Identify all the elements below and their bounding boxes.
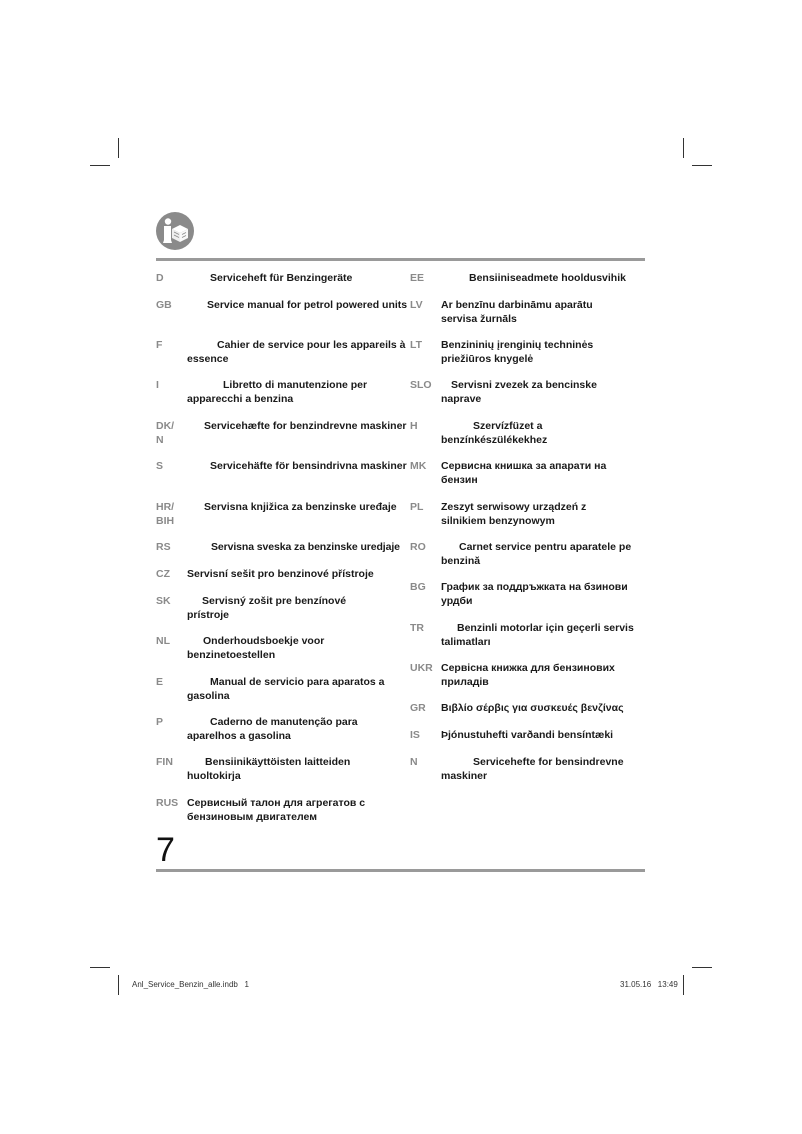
language-code: H (410, 420, 418, 432)
language-code: CZ (156, 568, 170, 580)
language-code: GR (410, 702, 426, 714)
language-title: Servicehefte for bensindrevne maskiner (441, 756, 624, 782)
language-title: Βιβλίο σέρβις για συσκευές βενζίνας (441, 702, 624, 714)
language-code: E (156, 676, 164, 688)
language-code: RUS (156, 797, 179, 809)
language-code: LT (410, 339, 423, 351)
footer-date: 31.05.16 13:49 (620, 980, 678, 989)
language-code: DK/ N (156, 420, 175, 446)
crop-mark (118, 975, 119, 995)
language-title: Zeszyt serwisowy urządzeń z silnikiem benzynowym (441, 501, 587, 527)
language-code: F (156, 339, 163, 351)
crop-mark (90, 967, 110, 968)
language-code: N (410, 756, 418, 768)
footer-file-name: Anl_Service_Benzin_alle.indb 1 (132, 980, 249, 989)
language-code: I (156, 379, 159, 391)
language-title: Servisni zvezek za bencinske naprave (441, 379, 597, 405)
language-title: Servisný zošit pre benzínové prístroje (187, 595, 347, 621)
language-code: LV (410, 299, 423, 311)
language-title: Benzinli motorlar için geçerli servis talimatları (441, 622, 634, 648)
language-code: BG (410, 581, 426, 593)
crop-mark (692, 967, 712, 968)
language-code: MK (410, 460, 427, 472)
language-code: PL (410, 501, 424, 513)
language-title: Onderhoudsboekje voor benzinetoestellen (187, 635, 325, 661)
language-code: NL (156, 635, 170, 647)
crop-mark (118, 138, 119, 158)
crop-mark (683, 975, 684, 995)
page-number: 7 (156, 831, 175, 869)
language-title: Þjónustuhefti varðandi bensíntæki (441, 729, 614, 741)
language-code: HR/ BIH (156, 501, 175, 527)
read-manual-icon (156, 212, 194, 250)
language-code: P (156, 716, 164, 728)
language-code: RS (156, 541, 171, 553)
language-title: Bensiinikäyttöisten laitteiden huoltokirja (187, 756, 351, 782)
crop-mark (683, 138, 684, 158)
crop-mark (90, 165, 110, 166)
language-title: Сервісна книжка для бензинових приладів (441, 662, 615, 688)
language-title: Bensiiniseadmete hooldusvihik (469, 272, 626, 284)
language-code: TR (410, 622, 424, 634)
language-title: Cahier de service pour les appareils à essence (187, 339, 406, 365)
language-code: SLO (410, 379, 432, 391)
language-title: Szervízfüzet a benzínkészülékekhez (441, 420, 548, 446)
language-title: Ar benzīnu darbināmu aparātu servisa žurnāls (441, 299, 593, 325)
language-title: Serviceheft für Benzingeräte (210, 272, 353, 284)
language-code: UKR (410, 662, 433, 674)
language-code: SK (156, 595, 171, 607)
language-title: Benzininių įrenginių techninės priežiūros knygelė (441, 339, 594, 365)
footer-rule (156, 869, 645, 872)
language-title: Servicehäfte för bensindrivna maskiner (210, 460, 407, 472)
language-title: Libretto di manutenzione per apparecchi a benzina (187, 379, 368, 405)
header-rule (156, 258, 645, 261)
language-title: Servicehæfte for benzindrevne maskiner (204, 420, 407, 432)
language-title: Servisna knjižica za benzinske uređaje (204, 501, 397, 513)
crop-mark (692, 165, 712, 166)
language-title: Service manual for petrol powered units (207, 299, 408, 311)
language-title: Caderno de manutenção para aparelhos a gasolina (187, 716, 358, 742)
language-code: FIN (156, 756, 173, 768)
language-title: Servisní sešit pro benzinové přístroje (187, 568, 374, 580)
language-code: D (156, 272, 164, 284)
language-title: Carnet service pentru aparatele pe benzină (441, 541, 632, 567)
language-code: IS (410, 729, 420, 741)
language-title: Servisna sveska za benzinske uredjaje (211, 541, 400, 553)
language-code: EE (410, 272, 425, 284)
language-code: S (156, 460, 164, 472)
language-code: RO (410, 541, 426, 553)
language-code: GB (156, 299, 172, 311)
language-title: Сервисный талон для агрегатов с бензиновым двигателем (187, 797, 366, 823)
language-title: График за поддръжката на бзинови урдби (441, 581, 628, 607)
language-title: Сервисна книшка за апарати на бензин (441, 460, 607, 486)
language-title: Manual de servicio para aparatos a gasolina (187, 676, 385, 702)
